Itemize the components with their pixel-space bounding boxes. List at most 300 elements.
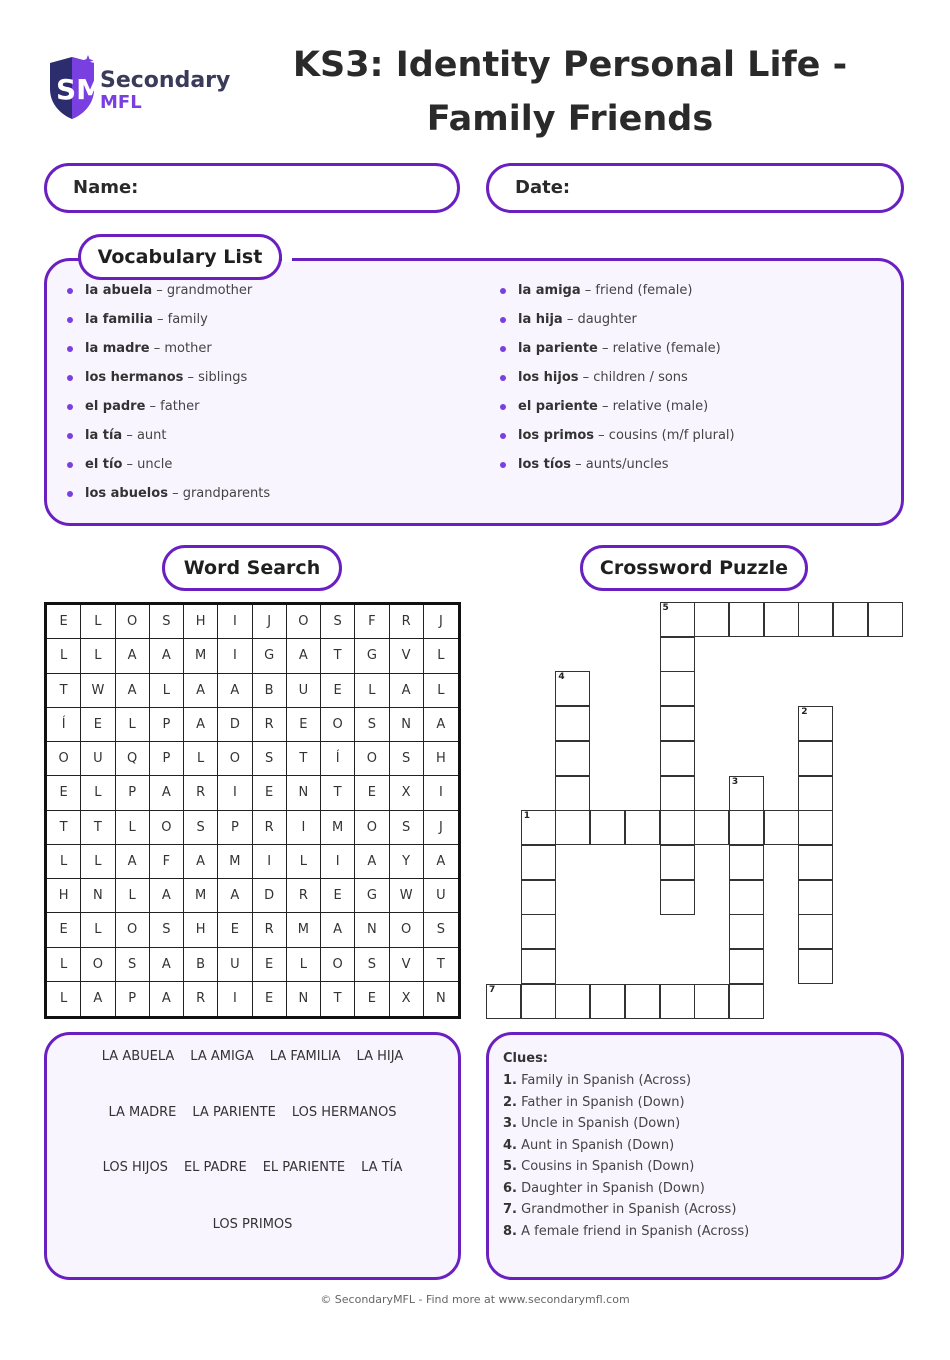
vocab-item <box>67 369 270 398</box>
word-search-cell: O <box>116 913 150 947</box>
vocab-item <box>500 456 735 485</box>
word-search-cell: I <box>218 776 252 810</box>
vocab-term: los hijos <box>518 370 579 385</box>
logo <box>46 55 236 123</box>
clue-number: 8. <box>503 1223 517 1239</box>
word-search-cell: I <box>253 845 287 879</box>
crossword-cell[interactable] <box>660 845 695 880</box>
word-search-cell: L <box>47 982 81 1016</box>
word-search-cell: X <box>390 982 424 1016</box>
crossword-heading: Crossword Puzzle <box>580 545 808 591</box>
crossword-cell[interactable] <box>729 810 764 845</box>
word-search-cell: N <box>355 913 389 947</box>
word-search-cell: N <box>81 879 115 913</box>
crossword-cell[interactable] <box>555 706 590 741</box>
vocab-item <box>67 398 270 427</box>
word-search-cell: N <box>287 982 321 1016</box>
crossword-cell[interactable] <box>555 671 590 706</box>
crossword-cell[interactable] <box>625 984 660 1019</box>
word-search-cell: L <box>81 845 115 879</box>
vocab-term: la pariente <box>518 341 598 356</box>
word-bank-row <box>47 1160 458 1175</box>
word-search-grid <box>44 602 461 1019</box>
clue-number: 5. <box>503 1159 517 1174</box>
word-search-cell: L <box>81 605 115 639</box>
word-search-cell: T <box>321 982 355 1016</box>
crossword-cell[interactable] <box>729 984 764 1019</box>
clue-text: Uncle in Spanish (Down) <box>516 1116 681 1131</box>
word-search-cell: B <box>253 674 287 708</box>
crossword-cell[interactable] <box>764 810 799 845</box>
word-search-cell: P <box>218 811 252 845</box>
word-bank-word: LA AMIGA <box>190 1049 254 1064</box>
clue-item <box>503 1113 887 1135</box>
word-search-cell: X <box>390 776 424 810</box>
vocab-item <box>500 398 735 427</box>
word-search-cell: P <box>116 982 150 1016</box>
name-label: Name: <box>73 177 139 198</box>
vocab-meaning: – grandparents <box>167 486 271 501</box>
word-search-cell: T <box>424 948 458 982</box>
word-search-cell: E <box>253 982 287 1016</box>
word-bank-word: EL PADRE <box>183 1160 247 1175</box>
word-bank-word: EL PARIENTE <box>262 1160 346 1175</box>
vocab-list-right <box>500 282 735 485</box>
word-search-cell: E <box>253 948 287 982</box>
word-search-cell: G <box>253 639 287 673</box>
word-search-cell: A <box>424 845 458 879</box>
date-label: Date: <box>515 177 571 198</box>
clue-item <box>503 1199 887 1221</box>
word-search-cell: D <box>253 879 287 913</box>
word-bank-word: LA FAMILIA <box>269 1049 341 1064</box>
clue-item <box>503 1092 887 1114</box>
word-search-cell: Í <box>321 742 355 776</box>
word-search-cell: N <box>436 991 446 1007</box>
word-search-cell: O <box>150 811 184 845</box>
vocab-item <box>500 369 735 398</box>
vocab-term: la familia <box>85 312 153 327</box>
word-search-cell: I <box>287 811 321 845</box>
vocab-item <box>500 311 735 340</box>
word-search-cell: E <box>81 708 115 742</box>
word-search-cell: A <box>116 845 150 879</box>
word-search-cell: E <box>321 674 355 708</box>
vocabulary-heading: Vocabulary List <box>78 234 282 280</box>
crossword-cell[interactable] <box>729 845 764 880</box>
clue-text: A female friend in Spanish (Across) <box>516 1223 750 1239</box>
word-search-cell: R <box>253 811 287 845</box>
word-bank-word: LOS HERMANOS <box>291 1105 397 1120</box>
clues-panel <box>486 1032 904 1280</box>
word-search-cell: O <box>81 948 115 982</box>
crossword-cell[interactable] <box>694 810 729 845</box>
word-search-cell: T <box>287 742 321 776</box>
crossword-cell[interactable] <box>521 810 556 845</box>
word-search-cell: T <box>321 639 355 673</box>
clue-number: 3. <box>503 1116 517 1131</box>
crossword-grid <box>486 602 904 1020</box>
word-bank-word: LA PARIENTE <box>192 1105 276 1120</box>
crossword-cell[interactable] <box>555 741 590 776</box>
clue-number: 4. <box>503 1137 517 1153</box>
crossword-cell[interactable] <box>625 810 660 845</box>
vocab-term: la hija <box>518 312 563 327</box>
word-search-cell: I <box>218 982 252 1016</box>
tab-gap <box>282 252 292 262</box>
vocab-meaning: – aunts/uncles <box>571 457 669 472</box>
vocab-term: la tía <box>85 428 123 443</box>
word-search-cell: U <box>81 742 115 776</box>
word-search-cell: M <box>287 913 321 947</box>
word-search-cell: L <box>81 776 115 810</box>
crossword-cell[interactable] <box>798 949 833 984</box>
page-title <box>290 38 850 146</box>
word-bank-row <box>47 1217 458 1232</box>
crossword-cell[interactable] <box>798 776 833 811</box>
vocab-list-left <box>67 282 270 514</box>
word-search-cell: I <box>218 605 252 639</box>
word-search-cell: M <box>321 811 355 845</box>
word-search-cell: L <box>184 742 218 776</box>
vocab-meaning: – mother <box>149 341 212 356</box>
word-bank-word: LA TÍA <box>361 1160 403 1175</box>
crossword-cell[interactable] <box>521 984 556 1019</box>
title-line2: Family Friends <box>426 99 714 139</box>
word-search-cell: F <box>355 605 389 639</box>
word-search-cell: A <box>424 708 458 742</box>
vocab-item <box>67 311 270 340</box>
vocab-meaning: – relative (female) <box>597 341 721 356</box>
crossword-cell[interactable] <box>798 845 833 880</box>
crossword-cell[interactable] <box>764 602 799 637</box>
word-search-cell: E <box>47 776 81 810</box>
vocab-meaning: – children / sons <box>578 370 688 385</box>
word-search-cell: L <box>116 708 150 742</box>
word-search-cell: E <box>321 879 355 913</box>
word-search-cell: E <box>253 776 287 810</box>
clue-item <box>503 1221 887 1243</box>
word-search-cell: M <box>184 639 218 673</box>
word-search-cell: D <box>218 708 252 742</box>
clue-number: 7. <box>503 1202 517 1217</box>
word-search-cell: S <box>184 811 218 845</box>
vocab-meaning: – daughter <box>562 312 637 327</box>
vocab-term: la amiga <box>518 283 581 298</box>
vocab-meaning: – siblings <box>183 370 248 385</box>
word-search-cell: V <box>390 639 424 673</box>
vocab-meaning: – aunt <box>122 428 167 443</box>
word-search-cell: R <box>390 605 424 639</box>
word-bank-word: LA ABUELA <box>101 1049 175 1064</box>
word-search-cell: A <box>390 674 424 708</box>
shield-logo-icon <box>46 55 105 121</box>
clues-title: Clues: <box>503 1051 549 1066</box>
crossword-cell[interactable] <box>729 776 764 811</box>
word-search-cell: N <box>287 776 321 810</box>
logo-wordmark <box>100 69 230 113</box>
word-search-cell: T <box>321 776 355 810</box>
word-search-cell: O <box>116 605 150 639</box>
crossword-cell[interactable] <box>660 810 695 845</box>
word-search-cell: L <box>355 674 389 708</box>
word-search-cell: A <box>355 845 389 879</box>
word-search-cell: B <box>184 948 218 982</box>
word-search-cell: O <box>390 913 424 947</box>
word-search-cell: A <box>150 982 184 1016</box>
word-search-cell: J <box>424 811 458 845</box>
word-search-cell: Y <box>390 845 424 879</box>
word-search-cell: E <box>218 913 252 947</box>
crossword-cell[interactable] <box>798 810 833 845</box>
word-search-cell: R <box>253 913 287 947</box>
word-search-cell: O <box>218 742 252 776</box>
word-search-cell: A <box>116 674 150 708</box>
word-search-cell: M <box>184 879 218 913</box>
word-search-cell: I <box>321 845 355 879</box>
word-search-cell: O <box>355 811 389 845</box>
word-bank-row <box>47 1105 458 1120</box>
word-search-cell: U <box>424 879 458 913</box>
word-search-cell: S <box>390 811 424 845</box>
crossword-number: 5 <box>662 603 669 613</box>
vocab-item <box>500 427 735 456</box>
word-search-cell: J <box>253 605 287 639</box>
word-search-cell: A <box>218 879 252 913</box>
word-bank-panel <box>44 1032 461 1280</box>
word-search-cell: R <box>184 776 218 810</box>
vocab-term: los abuelos <box>85 486 168 501</box>
crossword-cell[interactable] <box>555 810 590 845</box>
crossword-cell[interactable] <box>660 637 695 672</box>
word-search-cell: L <box>287 948 321 982</box>
name-field[interactable] <box>44 163 460 213</box>
word-search-cell: P <box>116 776 150 810</box>
word-search-cell: S <box>150 605 184 639</box>
word-search-cell: W <box>390 879 424 913</box>
word-search-cell: S <box>355 708 389 742</box>
word-search-cell: L <box>424 674 458 708</box>
vocab-term: los hermanos <box>85 370 184 385</box>
vocab-item <box>67 427 270 456</box>
clue-text: Daughter in Spanish (Down) <box>516 1180 705 1196</box>
word-search-cell: L <box>424 639 458 673</box>
vocab-term: los tíos <box>518 457 571 472</box>
crossword-cell[interactable] <box>660 706 695 741</box>
crossword-cell[interactable] <box>660 602 695 637</box>
word-search-cell: U <box>287 674 321 708</box>
word-bank-row <box>47 1049 458 1064</box>
date-field[interactable] <box>486 163 904 213</box>
word-search-cell: A <box>184 674 218 708</box>
word-search-cell: W <box>81 674 115 708</box>
crossword-cell[interactable] <box>660 671 695 706</box>
word-search-cell: L <box>47 845 81 879</box>
word-search-cell: G <box>355 639 389 673</box>
vocab-item <box>67 340 270 369</box>
clue-text: Grandmother in Spanish (Across) <box>516 1202 737 1217</box>
word-search-cell: E <box>355 982 389 1016</box>
crossword-cell[interactable] <box>798 880 833 915</box>
crossword-number: 1 <box>523 811 530 822</box>
word-search-cell: A <box>321 913 355 947</box>
crossword-cell[interactable] <box>729 602 764 637</box>
clue-text: Family in Spanish (Across) <box>516 1073 692 1088</box>
clue-list <box>503 1070 887 1242</box>
word-search-cell: M <box>218 845 252 879</box>
word-search-cell: I <box>424 776 458 810</box>
vocab-term: la abuela <box>85 283 153 298</box>
word-search-cell: L <box>116 879 150 913</box>
footer: © SecondaryMFL - Find more at www.secondarymfl.com <box>320 1293 630 1306</box>
word-search-cell: J <box>424 605 458 639</box>
vocab-meaning: – friend (female) <box>580 283 693 298</box>
word-search-cell: A <box>184 845 218 879</box>
crossword-cell[interactable] <box>694 602 729 637</box>
word-search-cell: Q <box>116 742 150 776</box>
word-search-cell: E <box>47 605 81 639</box>
vocab-item <box>500 282 735 311</box>
word-search-cell: T <box>47 674 81 708</box>
clue-item <box>503 1156 887 1178</box>
word-search-cell: P <box>150 708 184 742</box>
word-search-cell: E <box>47 913 81 947</box>
crossword-cell[interactable] <box>798 706 833 741</box>
clue-item <box>503 1135 887 1157</box>
word-search-cell: L <box>116 811 150 845</box>
word-search-cell: H <box>424 742 458 776</box>
clue-number: 6. <box>503 1180 517 1196</box>
word-search-cell: N <box>390 708 424 742</box>
crossword-cell[interactable] <box>660 880 695 915</box>
crossword-cell[interactable] <box>729 949 764 984</box>
crossword-cell[interactable] <box>660 984 695 1019</box>
word-search-cell: O <box>287 605 321 639</box>
word-search-cell: L <box>287 845 321 879</box>
word-search-cell: A <box>150 879 184 913</box>
word-search-cell: R <box>253 708 287 742</box>
word-search-cell: S <box>390 742 424 776</box>
crossword-cell[interactable] <box>486 984 521 1019</box>
word-search-cell: A <box>218 674 252 708</box>
crossword-cell[interactable] <box>521 949 556 984</box>
vocab-item <box>67 485 270 514</box>
word-search-cell: H <box>184 605 218 639</box>
word-search-cell: U <box>218 948 252 982</box>
word-search-cell: S <box>116 948 150 982</box>
vocab-term: el pariente <box>518 399 598 414</box>
crossword-number: 2 <box>801 707 808 718</box>
vocab-meaning: – cousins (m/f plural) <box>594 428 735 443</box>
clue-item <box>503 1178 887 1200</box>
word-search-cell: S <box>150 913 184 947</box>
word-bank-word: LA MADRE <box>108 1105 177 1120</box>
word-bank-word: LA HIJA <box>356 1049 404 1064</box>
crossword-cell[interactable] <box>590 984 625 1019</box>
crossword-cell[interactable] <box>521 880 556 915</box>
word-search-cell: P <box>150 742 184 776</box>
vocab-term: el padre <box>85 399 146 414</box>
word-search-cell: R <box>184 982 218 1016</box>
clue-number: 2. <box>503 1094 517 1110</box>
word-search-cell: O <box>355 742 389 776</box>
crossword-number: 3 <box>731 776 739 787</box>
word-search-cell: L <box>150 674 184 708</box>
word-search-cell: S <box>424 913 458 947</box>
crossword-cell[interactable] <box>521 845 556 880</box>
clue-number: 1. <box>503 1073 517 1088</box>
word-search-cell: H <box>47 879 81 913</box>
word-search-cell: S <box>355 948 389 982</box>
word-bank-word: LOS HIJOS <box>102 1160 168 1175</box>
word-search-cell: Í <box>47 708 81 742</box>
word-search-cell: L <box>47 639 81 673</box>
word-search-cell: A <box>150 639 184 673</box>
title-line1: KS3: Identity Personal Life - <box>292 45 848 85</box>
vocab-term: el tío <box>85 457 123 472</box>
vocab-term: la madre <box>85 341 150 356</box>
crossword-cell[interactable] <box>555 984 590 1019</box>
crossword-number: 4 <box>558 672 565 683</box>
word-search-cell: L <box>47 948 81 982</box>
crossword-cell[interactable] <box>868 602 903 637</box>
crossword-cell[interactable] <box>833 602 868 637</box>
word-search-cell: A <box>150 776 184 810</box>
crossword-cell[interactable] <box>729 914 764 949</box>
word-search-cell: A <box>184 708 218 742</box>
vocab-meaning: – father <box>145 399 200 414</box>
crossword-cell[interactable] <box>521 914 556 949</box>
word-search-cell: V <box>390 948 424 982</box>
clue-item <box>503 1070 887 1092</box>
word-search-cell: A <box>150 948 184 982</box>
word-search-cell: O <box>321 708 355 742</box>
word-search-cell: A <box>287 639 321 673</box>
word-search-cell: E <box>355 776 389 810</box>
logo-line1: Secondary <box>100 68 231 93</box>
word-search-cell: L <box>81 913 115 947</box>
vocab-term: los primos <box>518 428 595 443</box>
word-search-cell: H <box>184 913 218 947</box>
word-search-cell: T <box>81 811 115 845</box>
clue-text: Father in Spanish (Down) <box>516 1094 685 1110</box>
crossword-cell[interactable] <box>660 741 695 776</box>
vocab-item <box>67 282 270 311</box>
word-search-cell: F <box>150 845 184 879</box>
word-search-cell: S <box>253 742 287 776</box>
word-bank-word: LOS PRIMOS <box>212 1217 293 1232</box>
word-search-cell: G <box>355 879 389 913</box>
vocab-meaning: – grandmother <box>152 283 253 298</box>
crossword-cell[interactable] <box>660 776 695 811</box>
word-search-cell: E <box>287 708 321 742</box>
word-search-cell: I <box>218 639 252 673</box>
vocab-meaning: – relative (male) <box>597 399 709 414</box>
crossword-cell[interactable] <box>729 880 764 915</box>
crossword-cell[interactable] <box>798 602 833 637</box>
crossword-cell[interactable] <box>798 741 833 776</box>
crossword-cell[interactable] <box>694 984 729 1019</box>
word-search-cell: T <box>47 811 81 845</box>
crossword-cell[interactable] <box>798 914 833 949</box>
vocab-meaning: – uncle <box>122 457 173 472</box>
crossword-cell[interactable] <box>555 776 590 811</box>
crossword-cell[interactable] <box>590 810 625 845</box>
vocab-item <box>67 456 270 485</box>
word-search-cell: L <box>81 639 115 673</box>
word-search-cell: A <box>116 639 150 673</box>
svg-text:SM: SM <box>56 73 105 106</box>
